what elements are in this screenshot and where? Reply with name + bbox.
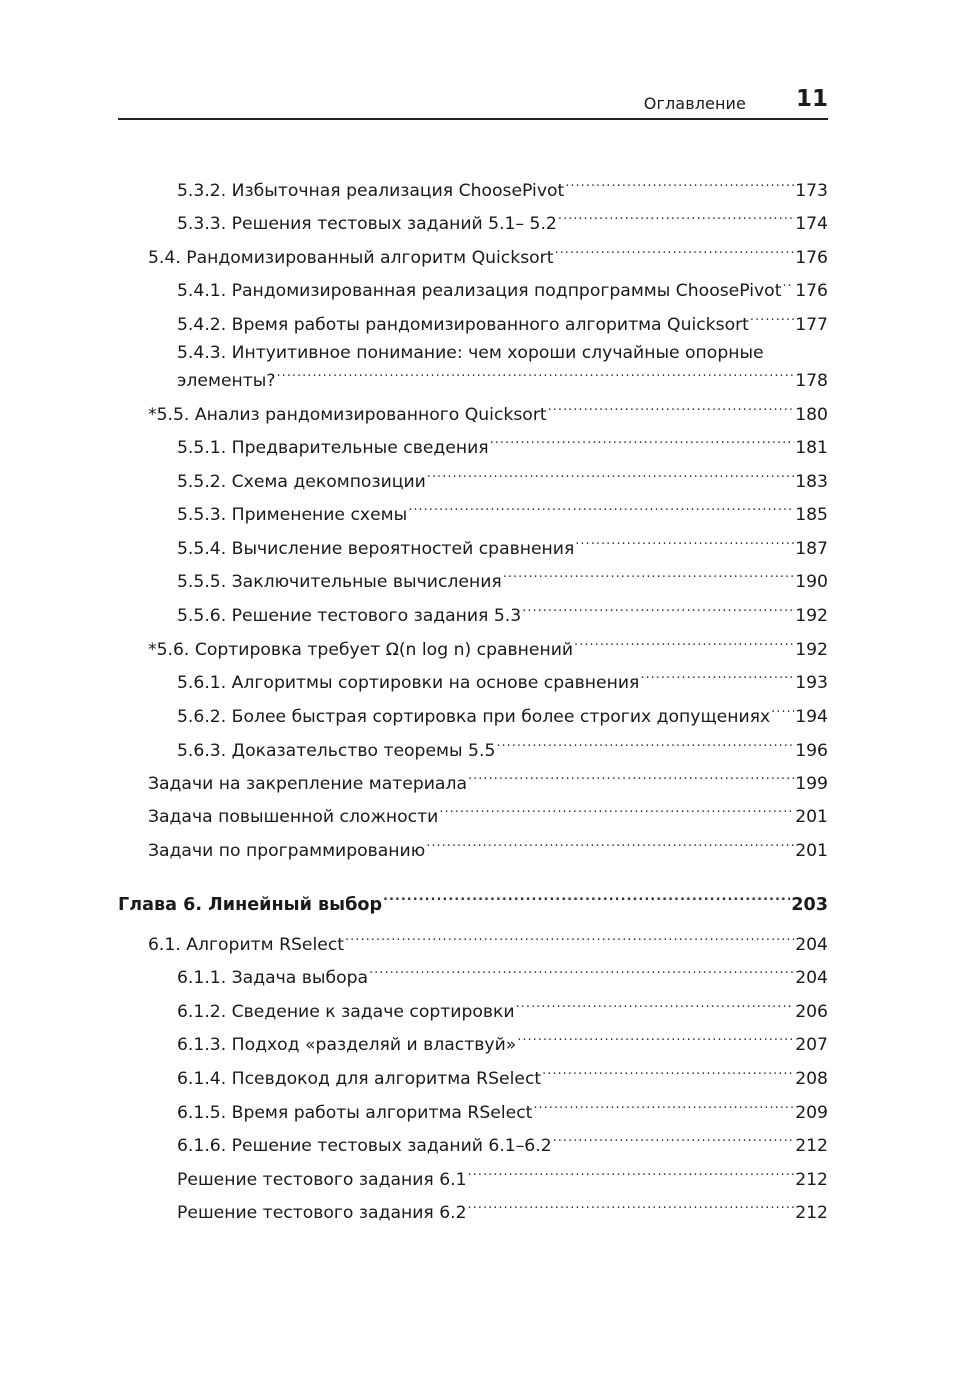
- toc-entry[interactable]: [118, 834, 828, 862]
- toc-entry-label: 6.1. Алгоритм RSelect: [148, 935, 345, 955]
- toc-entry-label: 5.5.5. Заключительные вычисления: [177, 572, 502, 592]
- dot-leader: [468, 1163, 795, 1185]
- dot-leader: [782, 274, 794, 296]
- toc-entry[interactable]: [118, 1028, 828, 1056]
- toc-entry[interactable]: [118, 498, 828, 526]
- toc-entry-label: 6.1.6. Решение тестовых заданий 6.1–6.2: [177, 1136, 552, 1156]
- toc-entry-label: 6.1.4. Псевдокод для алгоритма RSelect: [177, 1069, 542, 1089]
- toc-entry-label: *5.5. Анализ рандомизированного Quicksort: [148, 405, 547, 425]
- dot-leader: [558, 207, 794, 229]
- toc-entry[interactable]: [118, 308, 828, 336]
- dot-leader: [574, 633, 794, 655]
- toc-entry-page: 201: [795, 841, 828, 861]
- toc-entry[interactable]: [118, 767, 828, 795]
- toc-entry-page: 192: [795, 606, 828, 626]
- toc-entry-page: 185: [795, 505, 828, 525]
- dot-leader: [468, 1196, 795, 1218]
- toc-entry-label: 5.5.4. Вычисление вероятностей сравнения: [177, 539, 575, 559]
- toc-entry-label: Решение тестового задания 6.2: [177, 1203, 467, 1223]
- dot-leader: [640, 666, 794, 688]
- toc-entry-label: 5.4. Рандомизированный алгоритм Quicksort: [148, 248, 554, 268]
- toc-entry[interactable]: [118, 599, 828, 627]
- toc-entry-label-line1: 5.4.3. Интуитивное понимание: чем хороши случайные опорные: [177, 343, 764, 363]
- dot-leader: [276, 364, 794, 386]
- toc-chapter-page: 203: [791, 895, 828, 915]
- toc-entry[interactable]: [118, 431, 828, 459]
- dot-leader: [369, 961, 794, 983]
- toc-entry-label: Задачи на закрепление материала: [148, 774, 467, 794]
- dot-leader: [439, 800, 794, 822]
- toc-entry-page: 190: [795, 572, 828, 592]
- toc-entry[interactable]: [118, 1163, 828, 1191]
- dot-leader: [542, 1062, 794, 1084]
- toc-entry[interactable]: [118, 995, 828, 1023]
- toc-entry[interactable]: [118, 961, 828, 989]
- toc-entry-page: 181: [795, 438, 828, 458]
- toc-entry-label: 5.5.6. Решение тестового задания 5.3: [177, 606, 522, 626]
- toc-entry-page: 196: [795, 741, 828, 761]
- toc-entry[interactable]: [118, 274, 828, 302]
- dot-leader: [533, 1096, 794, 1118]
- dot-leader: [408, 498, 794, 520]
- toc-entry[interactable]: [118, 666, 828, 694]
- toc-entry-page: 207: [795, 1035, 828, 1055]
- dot-leader: [345, 928, 794, 950]
- toc-entry[interactable]: [118, 398, 828, 426]
- toc-chapter-entry[interactable]: [118, 888, 828, 916]
- dot-leader: [503, 565, 794, 587]
- toc-entry[interactable]: [118, 633, 828, 661]
- toc-entry-page: 206: [795, 1002, 828, 1022]
- toc-entry[interactable]: [118, 700, 828, 728]
- toc-entry-page: 176: [795, 248, 828, 268]
- toc-entry-label: 6.1.1. Задача выбора: [177, 968, 369, 988]
- toc-entry-label: 6.1.2. Сведение к задаче сортировки: [177, 1002, 515, 1022]
- toc-entry-label: Задача повышенной сложности: [148, 807, 439, 827]
- toc-entry[interactable]: [118, 1062, 828, 1090]
- toc-entry[interactable]: [118, 928, 828, 956]
- toc-entry-label: Решение тестового задания 6.1: [177, 1170, 467, 1190]
- toc-entry[interactable]: [118, 174, 828, 202]
- toc-entry-page: 192: [795, 640, 828, 660]
- toc-entry-label: элементы?: [177, 371, 276, 391]
- toc-entry-page: 212: [795, 1136, 828, 1156]
- toc-entry-label: *5.6. Сортировка требует Ω(n log n) сравнений: [148, 640, 574, 660]
- toc-entry-label: 5.6.3. Доказательство теоремы 5.5: [177, 741, 496, 761]
- toc-entry-label: 5.5.1. Предварительные сведения: [177, 438, 489, 458]
- dot-leader: [496, 734, 794, 756]
- dot-leader: [575, 532, 794, 554]
- header-title: Оглавление: [643, 94, 746, 113]
- toc-entry-page: 204: [795, 935, 828, 955]
- dot-leader: [553, 1129, 795, 1151]
- dot-leader: [516, 995, 795, 1017]
- toc-entry[interactable]: [118, 364, 828, 392]
- toc-entry[interactable]: [118, 207, 828, 235]
- toc-entry-page: 193: [795, 673, 828, 693]
- toc-entry-label: 5.4.1. Рандомизированная реализация подпрограммы ChoosePivot: [177, 281, 782, 301]
- toc-chapter-label: Глава 6. Линейный выбор: [118, 895, 383, 915]
- toc-entry-page: 209: [795, 1103, 828, 1123]
- toc-entry-label: 5.6.2. Более быстрая сортировка при более строгих допущениях: [177, 707, 771, 727]
- toc-entry-page: 187: [795, 539, 828, 559]
- toc-entry-page: 199: [795, 774, 828, 794]
- toc-entry-page: 204: [795, 968, 828, 988]
- toc-entry-page: 178: [795, 371, 828, 391]
- toc-entry-page: 201: [795, 807, 828, 827]
- dot-leader: [554, 241, 794, 263]
- toc-entry-label: 5.3.2. Избыточная реализация ChoosePivot: [177, 181, 565, 201]
- toc-entry-label: 6.1.3. Подход «разделяй и властвуй»: [177, 1035, 517, 1055]
- toc-entry-label: 6.1.5. Время работы алгоритма RSelect: [177, 1103, 533, 1123]
- toc-entry-page: 180: [795, 405, 828, 425]
- running-header: [118, 88, 828, 120]
- dot-leader: [427, 465, 794, 487]
- dot-leader: [490, 431, 795, 453]
- toc-entry-page: 173: [795, 181, 828, 201]
- toc-entry-page: 176: [795, 281, 828, 301]
- toc-entry[interactable]: [118, 241, 828, 269]
- toc-entry[interactable]: [118, 465, 828, 493]
- toc-entry-page: 183: [795, 472, 828, 492]
- dot-leader: [522, 599, 794, 621]
- toc-entry-page: 208: [795, 1069, 828, 1089]
- toc-entry-label: Задачи по программированию: [148, 841, 426, 861]
- toc-entry-label: 5.5.3. Применение схемы: [177, 505, 408, 525]
- toc-entry-page: 194: [795, 707, 828, 727]
- dot-leader: [383, 888, 790, 910]
- toc-entry-page: 174: [795, 214, 828, 234]
- toc-entry[interactable]: [118, 734, 828, 762]
- toc-entry[interactable]: [118, 565, 828, 593]
- toc-entry-page: 212: [795, 1170, 828, 1190]
- dot-leader: [468, 767, 794, 789]
- toc-entry-label: 5.6.1. Алгоритмы сортировки на основе сравнения: [177, 673, 640, 693]
- dot-leader: [750, 308, 794, 330]
- dot-leader: [517, 1028, 794, 1050]
- toc-entry[interactable]: [118, 532, 828, 560]
- header-page-number: 11: [795, 86, 828, 112]
- dot-leader: [548, 398, 795, 420]
- toc-entry[interactable]: [118, 1096, 828, 1124]
- toc-entry-page: 177: [795, 315, 828, 335]
- dot-leader: [771, 700, 794, 722]
- toc-entry[interactable]: [118, 1196, 828, 1224]
- toc-entry[interactable]: [118, 800, 828, 828]
- dot-leader: [565, 174, 794, 196]
- dot-leader: [426, 834, 794, 856]
- toc-entry-label: 5.4.2. Время работы рандомизированного алгоритма Quicksort: [177, 315, 749, 335]
- toc-entry[interactable]: [118, 1129, 828, 1157]
- toc-entry-label: 5.3.3. Решения тестовых заданий 5.1– 5.2: [177, 214, 557, 234]
- toc-entry-label: 5.5.2. Схема декомпозиции: [177, 472, 426, 492]
- toc-entry-page: 212: [795, 1203, 828, 1223]
